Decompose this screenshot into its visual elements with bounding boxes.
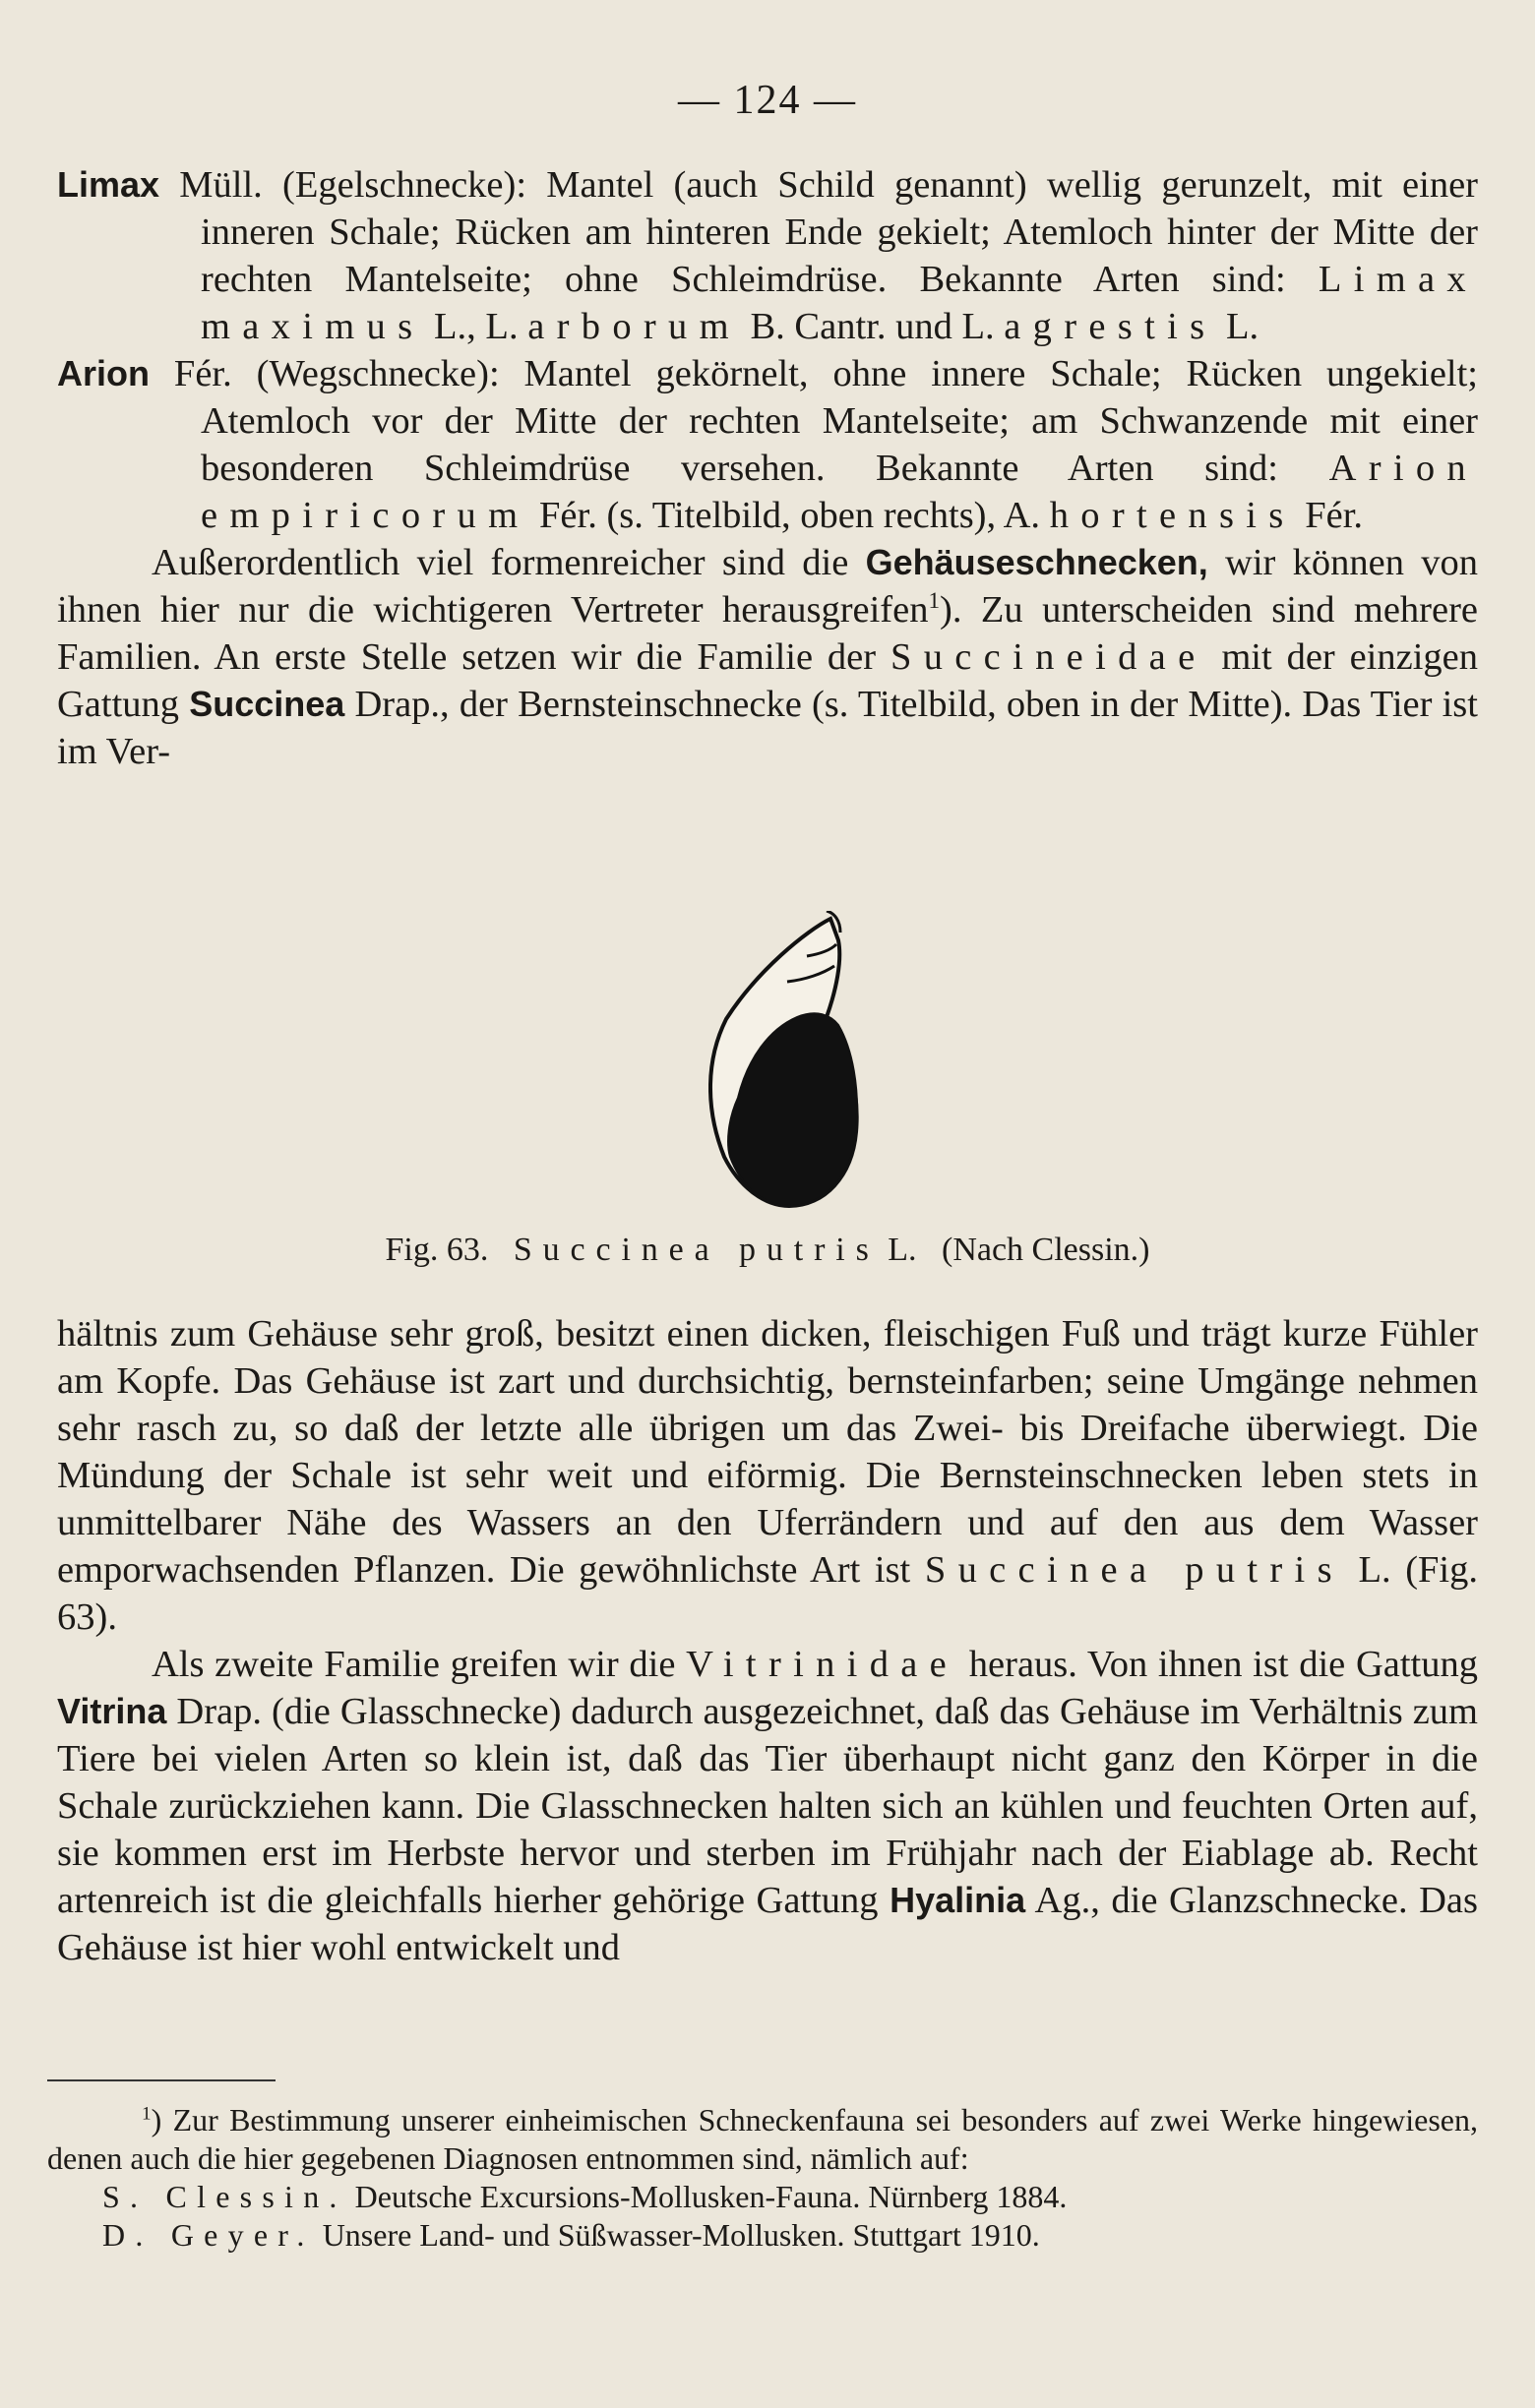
footnote-text: $^1$) Zur Bestimmung unserer einheimischen Schneckenfauna sei besonders auf zwei Werke hingewiesen, denen auch die hier gegebenen Diagnosen entnommen sind, nämlich auf: bbox=[47, 2102, 1478, 2176]
genus-limax: Limax bbox=[57, 164, 160, 205]
entry-arion: Arion Fér. (Wegschnecke): Mantel gekörnelt, ohne innere Schale; Rücken ungekielt; Atemloch vor der Mitte der rechten Mantelseite; am Schwanzende mit einer besonderen Schleimdrüse versehen. Bekannte Arten sind: Arion empiricorum Fér. (s. Titelbild, oben rechts), A. hortensis Fér. bbox=[57, 353, 1478, 536]
paragraph-gehaeuseschnecken: Außerordentlich viel formenreicher sind die Gehäuseschnecken, wir können von ihnen hier nur die wichtigeren Vertreter herausgreifen$^1$). Zu unterscheiden sind mehrere Familien. An erste Stelle setzen wir die Familie der Succineidae mit der einzigen Gattung Succinea Drap., der Bernsteinschnecke (s. Titelbild, oben in der Mitte). Das Tier ist im Ver- bbox=[57, 542, 1479, 772]
footnote-reference: S. Clessin. Deutsche Excursions-Mollusken-Fauna. Nürnberg 1884. bbox=[102, 2179, 1068, 2214]
succinea-shell-illustration bbox=[708, 911, 866, 1216]
figure-caption bbox=[0, 1232, 1535, 1269]
entry-limax: Limax Müll. (Egelschnecke): Mantel (auch Schild genannt) wellig gerunzelt, mit einer inneren Schale; Rücken am hinteren Ende gekielt; Atemloch hinter der Mitte der rechten Mantelseite; ohne Schleimdrüse. Bekannte Arten sind: Limax maximus L., L. arborum B. Cantr. und L. agrestis L. bbox=[57, 164, 1478, 347]
paragraph-vitrinidae: Als zweite Familie greifen wir die Vitrinidae heraus. Von ihnen ist die Gattung Vitrina Drap. (die Glasschnecke) dadurch ausgezeichnet, daß das Gehäuse im Verhältnis zum Tiere bei vielen Arten so klein ist, daß das Tier überhaupt nicht ganz den Körper in die Schale zurückziehen kann. Die Glasschnecken halten sich an kühlen und feuchten Orten auf, sie kommen erst im Herbste hervor und sterben im Frühjahr nach der Eiablage ab. Recht artenreich ist die gleichfalls hierher gehörige Gattung Hyalinia Ag., die Glanzschnecke. Das Gehäuse ist hier wohl entwickelt und bbox=[57, 1644, 1478, 1968]
footnote bbox=[47, 2101, 1478, 2255]
footnote-reference: D. Geyer. Unsere Land- und Süßwasser-Mollusken. Stuttgart 1910. bbox=[102, 2217, 1040, 2253]
figure-source: (Nach Clessin.) bbox=[942, 1232, 1150, 1268]
figure-label: Fig. 63. bbox=[385, 1232, 489, 1268]
page-number: — 124 — bbox=[678, 78, 857, 123]
footnote-divider bbox=[47, 2079, 276, 2081]
paragraph-succinea: hältnis zum Gehäuse sehr groß, besitzt einen dicken, fleischigen Fuß und trägt kurze Fühler am Kopfe. Das Gehäuse ist zart und durchsichtig, bernsteinfarben; seine Umgänge nehmen sehr rasch zu, so daß der letzte alle übrigen um das Zwei- bis Dreifache überwiegt. Die Mündung der Schale ist sehr weit und eiförmig. Die Bernsteinschnecken leben stets in unmittelbarer Nähe des Wassers an den Uferrändern und auf den aus dem Wasser emporwachsenden Pflanzen. Die gewöhnlichste Art ist Succinea putris L. (Fig. 63). bbox=[57, 1313, 1478, 1638]
genus-arion: Arion bbox=[57, 353, 150, 393]
text-block-bottom bbox=[57, 1310, 1478, 1971]
footnote-marker: 1 bbox=[928, 587, 941, 614]
figure-author: L. bbox=[888, 1232, 917, 1268]
figure-species: Succinea putris bbox=[513, 1232, 880, 1268]
text-block-top bbox=[57, 161, 1478, 775]
